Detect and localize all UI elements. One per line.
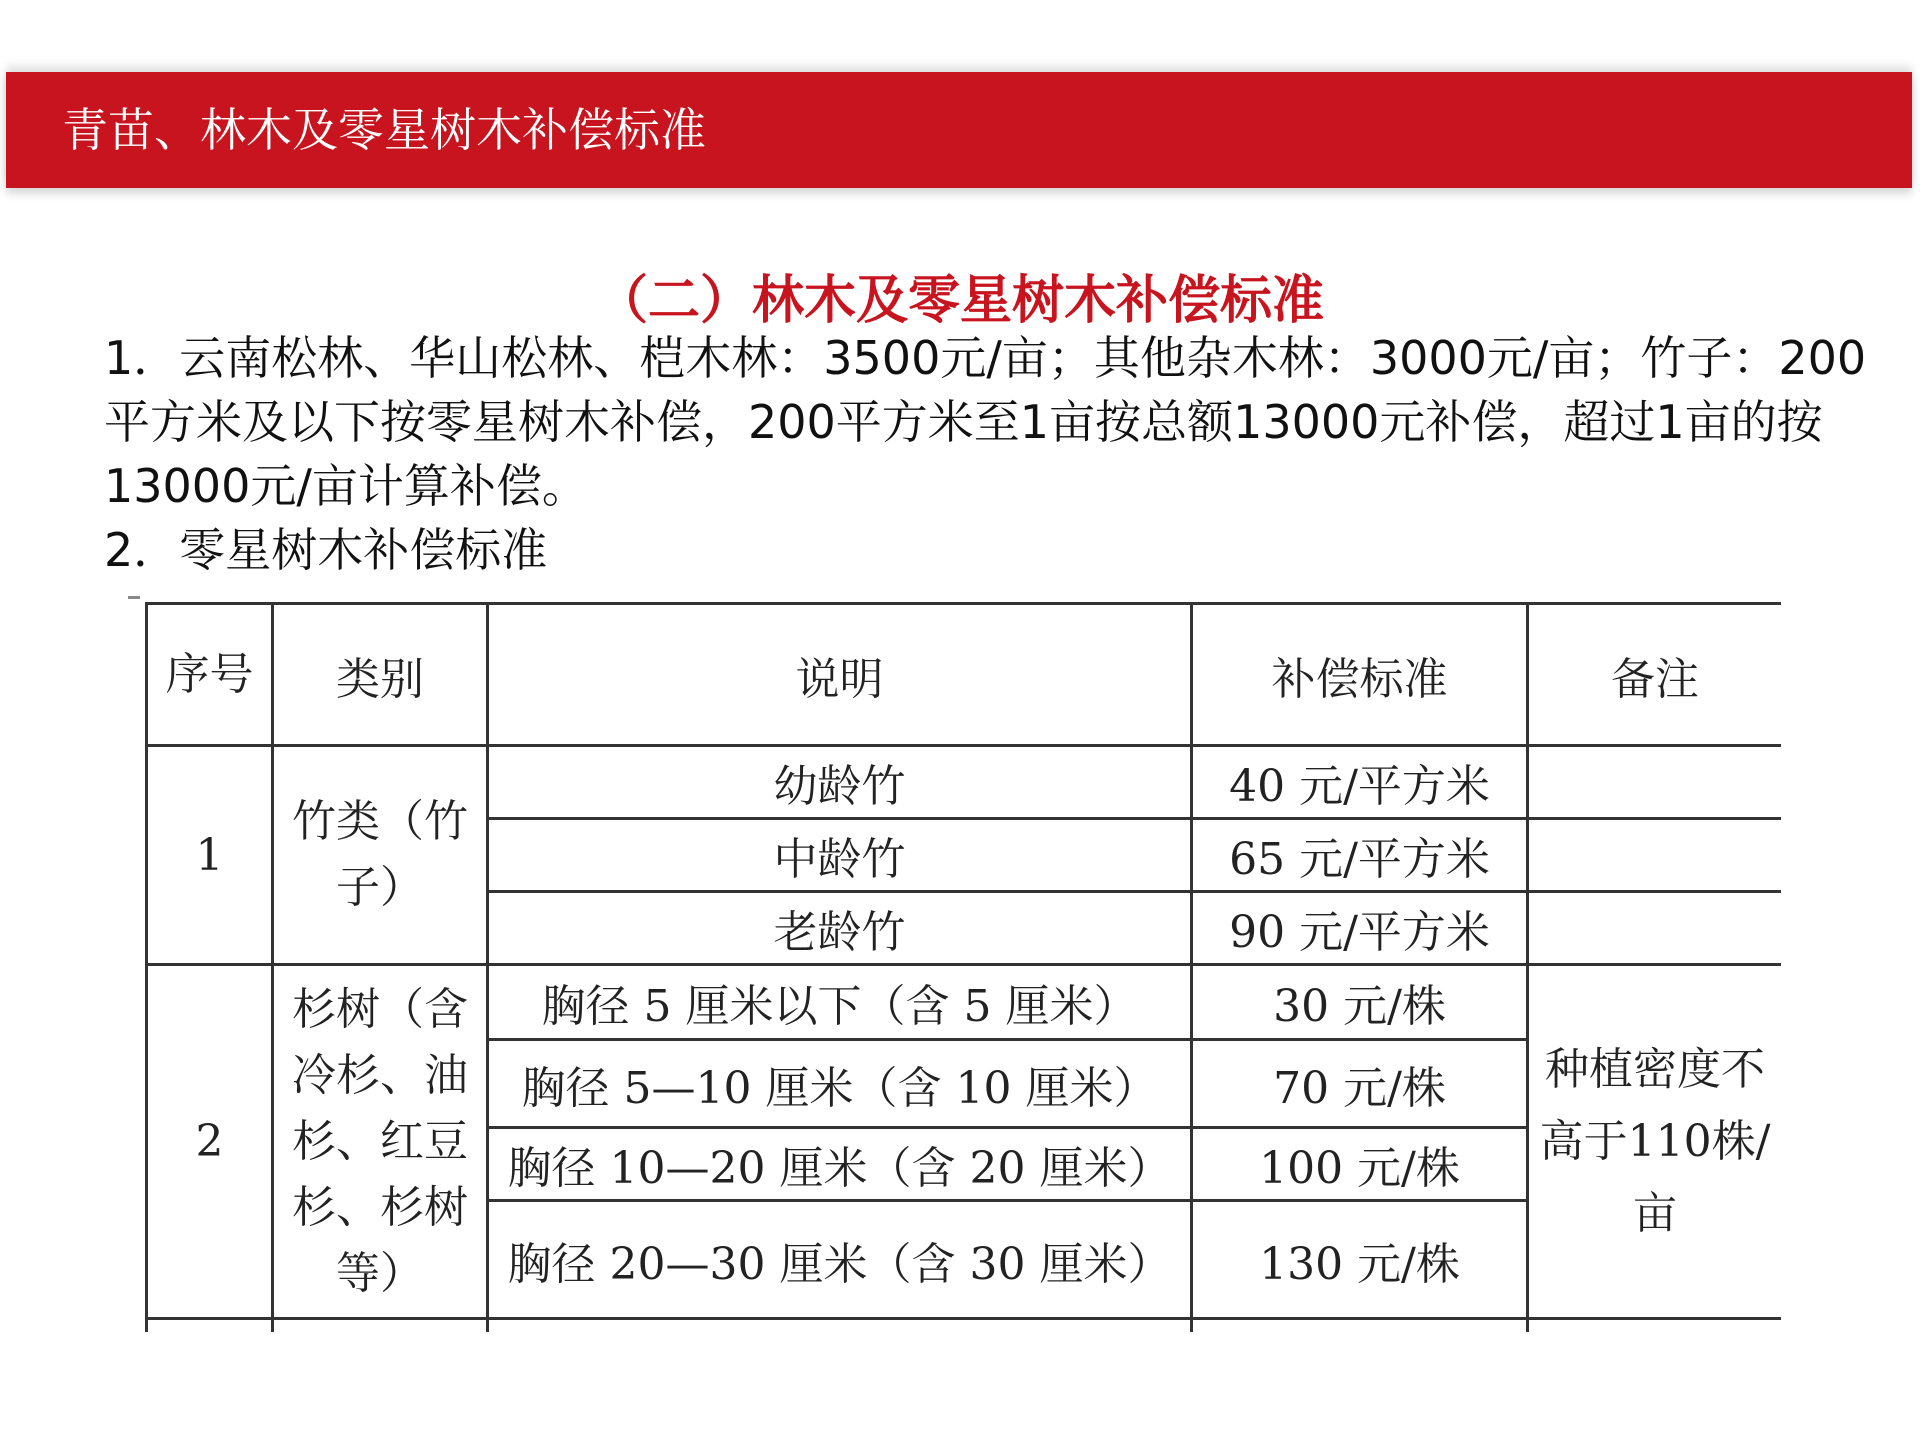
paragraph-forest-standard: 1．云南松林、华山松林、桤木林：3500元/亩；其他杂木林：3000元/亩；竹子：200平方米及以下按零星树木补偿，200平方米至1亩按总额13000元补偿，超过1亩的按13000元/亩计算补偿。 [104, 331, 1867, 513]
group2-row2-standard: 70 元/株 [1192, 1040, 1528, 1128]
group2-category: 杉树（含冷杉、油杉、红豆杉、杉树等） [273, 965, 488, 1319]
group1-index: 1 [147, 746, 273, 965]
group1-row2-note [1528, 819, 1782, 892]
cutoff-cell [488, 1319, 1192, 1333]
compensation-table-container [145, 602, 1781, 1332]
header-description: 说明 [488, 604, 1192, 746]
group1-row1-standard: 40 元/平方米 [1192, 746, 1528, 819]
table-anchor-mark [128, 596, 140, 599]
group2-row3-description: 胸径 10—20 厘米（含 20 厘米） [488, 1128, 1192, 1201]
title-bar [6, 72, 1912, 188]
table-row [147, 746, 1782, 819]
compensation-table [145, 602, 1781, 1332]
group2-row3-standard: 100 元/株 [1192, 1128, 1528, 1201]
cutoff-cell [273, 1319, 488, 1333]
group2-row4-standard: 130 元/株 [1192, 1201, 1528, 1319]
section-heading: （二）林木及零星树木补偿标准 [595, 271, 1324, 331]
header-category: 类别 [273, 604, 488, 746]
group1-row2-description: 中龄竹 [488, 819, 1192, 892]
group1-row1-note [1528, 746, 1782, 819]
header-note: 备注 [1528, 604, 1782, 746]
group1-category: 竹类（竹子） [273, 746, 488, 965]
group2-index: 2 [147, 965, 273, 1319]
group2-note: 种植密度不高于110株/亩 [1528, 965, 1782, 1319]
group2-row1-standard: 30 元/株 [1192, 965, 1528, 1040]
group1-row1-description: 幼龄竹 [488, 746, 1192, 819]
table-row [147, 965, 1782, 1040]
group1-row3-standard: 90 元/平方米 [1192, 892, 1528, 965]
group1-row2-standard: 65 元/平方米 [1192, 819, 1528, 892]
group1-row3-description: 老龄竹 [488, 892, 1192, 965]
group2-row2-description: 胸径 5—10 厘米（含 10 厘米） [488, 1040, 1192, 1128]
slide-title: 青苗、林木及零星树木补偿标准 [62, 103, 706, 157]
cutoff-cell [147, 1319, 273, 1333]
paragraph-scattered-trees: 2．零星树木补偿标准 [104, 523, 548, 577]
group2-row1-description: 胸径 5 厘米以下（含 5 厘米） [488, 965, 1192, 1040]
cutoff-cell [1528, 1319, 1782, 1333]
group2-row4-description: 胸径 20—30 厘米（含 30 厘米） [488, 1201, 1192, 1319]
table-row-cutoff [147, 1319, 1782, 1333]
header-index: 序号 [147, 604, 273, 746]
body-text [104, 326, 1884, 582]
header-standard: 补偿标准 [1192, 604, 1528, 746]
group1-row3-note [1528, 892, 1782, 965]
table-header-row [147, 604, 1782, 746]
cutoff-cell [1192, 1319, 1528, 1333]
